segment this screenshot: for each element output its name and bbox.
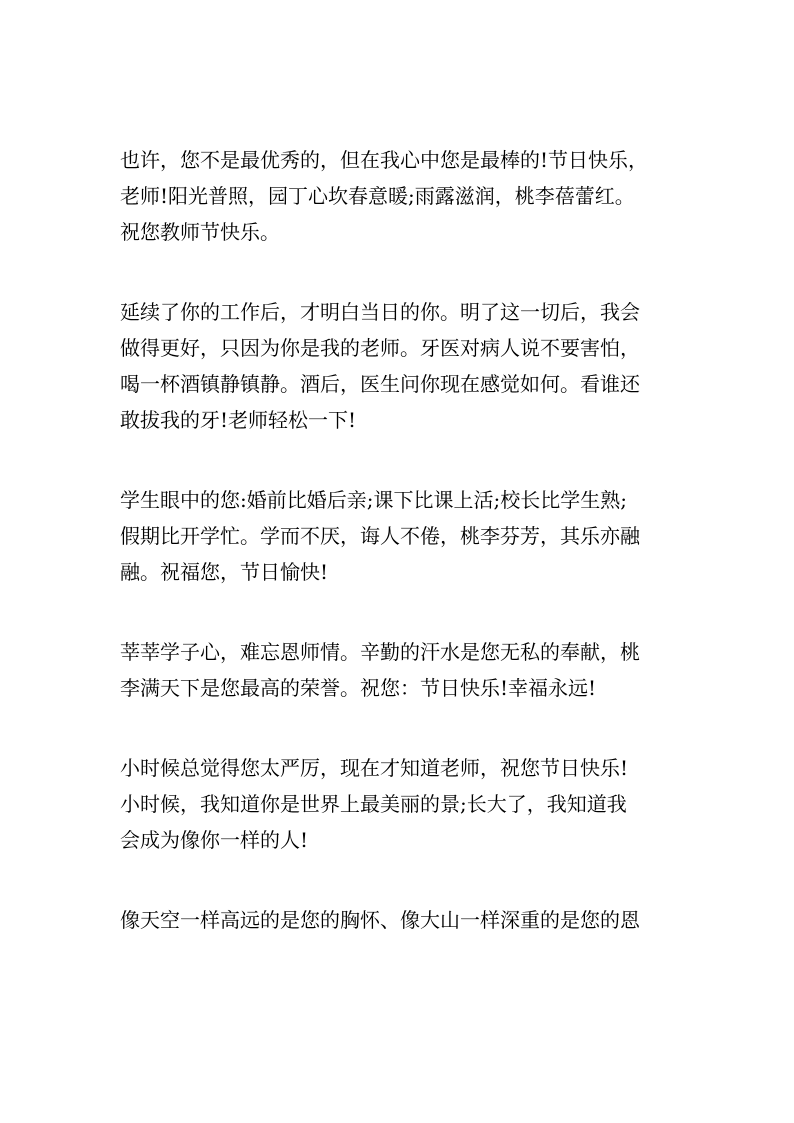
paragraph-1: [120, 142, 680, 250]
text-line: 李满天下是您最高的荣誉。祝您：节日快乐!幸福永远!: [120, 676, 597, 700]
text-line: 融。祝福您，节日愉快!: [120, 560, 329, 584]
paragraph-5: [120, 750, 680, 858]
text-line: 喝一杯酒镇静镇静。酒后，医生问你现在感觉如何。看谁还: [120, 372, 640, 396]
paragraph-2: [120, 294, 680, 438]
text-line: 延续了你的工作后，才明白当日的你。明了这一切后，我会: [120, 300, 640, 324]
paragraph-4: [120, 634, 680, 706]
text-line: 小时候，我知道你是世界上最美丽的景;长大了，我知道我: [120, 792, 627, 816]
document-body: [120, 142, 680, 982]
text-line: 小时候总觉得您太严厉，现在才知道老师，祝您节日快乐!: [120, 756, 629, 780]
paragraph-6: [120, 902, 680, 938]
text-line: 莘莘学子心，难忘恩师情。辛勤的汗水是您无私的奉献，桃: [120, 640, 640, 664]
paragraph-3: [120, 482, 680, 590]
text-line: 假期比开学忙。学而不厌，诲人不倦，桃李芬芳，其乐亦融: [120, 524, 640, 548]
text-line: 祝您教师节快乐。: [120, 220, 280, 244]
text-line: 学生眼中的您:婚前比婚后亲;课下比课上活;校长比学生熟;: [120, 488, 627, 512]
text-line: 敢拔我的牙!老师轻松一下!: [120, 408, 357, 432]
text-line: 像天空一样高远的是您的胸怀、像大山一样深重的是您的恩: [120, 908, 640, 932]
text-line: 老师!阳光普照，园丁心坎春意暖;雨露滋润，桃李蓓蕾红。: [120, 184, 635, 208]
text-line: 也许，您不是最优秀的，但在我心中您是最棒的!节日快乐，: [120, 148, 649, 172]
text-line: 会成为像你一样的人!: [120, 828, 309, 852]
text-line: 做得更好，只因为你是我的老师。牙医对病人说不要害怕，: [120, 336, 640, 360]
